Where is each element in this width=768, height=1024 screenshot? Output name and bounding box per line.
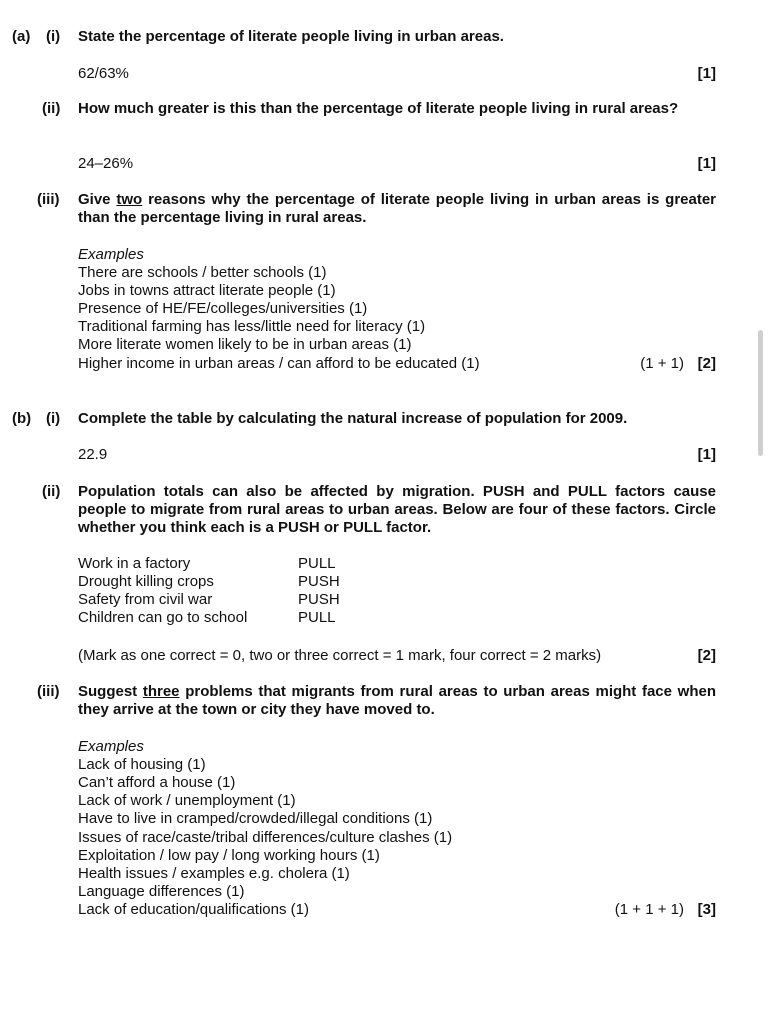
b-iii-example-3: Lack of work / unemployment (1) xyxy=(78,792,296,809)
a-iii-question: Give two reasons why the percentage of literate people living in urban areas is greater than the percentage living in rural areas. xyxy=(78,191,717,226)
b-ii-factor-2-type: PUSH xyxy=(298,573,340,590)
b-ii-factor-3: Safety from civil war xyxy=(78,591,213,608)
b-iii-number: (iii) xyxy=(37,683,60,700)
a-ii-question: How much greater is this than the percentage of literate people living in rural areas? xyxy=(78,100,679,117)
b-ii-question: Population totals can also be affected by migration. PUSH and PULL factors cause people to migrate from rural areas to urban areas. Below are four of these factors. Circle whether you think each is a PUSH or PULL factor. xyxy=(78,483,716,536)
b-iii-example-9: Lack of education/qualifications (1) xyxy=(78,901,309,918)
a-iii-example-5: More literate women likely to be in urban areas (1) xyxy=(78,336,412,353)
b-iii-example-7: Health issues / examples e.g. cholera (1) xyxy=(78,865,350,882)
a-iii-examples-label: Examples xyxy=(78,246,144,263)
b-i-marks: [1] xyxy=(697,446,716,463)
b-iii-example-8: Language differences (1) xyxy=(78,883,245,900)
a-ii-answer: 24–26% xyxy=(78,155,134,172)
b-ii-factor-1: Work in a factory xyxy=(78,555,191,572)
a-i-question: State the percentage of literate people living in urban areas. xyxy=(78,28,504,45)
b-iii-examples-label: Examples xyxy=(78,738,144,755)
a-i-marks: [1] xyxy=(697,65,716,82)
part-a-label: (a) xyxy=(12,28,31,45)
b-ii-factor-3-type: PUSH xyxy=(298,591,340,608)
a-iii-emphasis: two xyxy=(116,191,143,208)
a-iii-number: (iii) xyxy=(37,191,60,208)
a-i-answer: 62/63% xyxy=(78,65,129,82)
b-i-answer: 22.9 xyxy=(78,446,108,463)
b-iii-example-5: Issues of race/caste/tribal differences/culture clashes (1) xyxy=(78,829,453,846)
a-iii-example-2: Jobs in towns attract literate people (1) xyxy=(78,282,336,299)
b-ii-factor-1-type: PULL xyxy=(298,555,336,572)
b-iii-emphasis: three xyxy=(142,683,180,700)
a-iii-allocation: (1 + 1) xyxy=(640,355,684,372)
b-ii-mark-note: (Mark as one correct = 0, two or three correct = 1 mark, four correct = 2 marks) xyxy=(78,647,602,664)
b-ii-marks: [2] xyxy=(697,647,716,664)
b-i-question: Complete the table by calculating the natural increase of population for 2009. xyxy=(78,410,628,427)
b-iii-allocation: (1 + 1 + 1) xyxy=(614,901,684,918)
b-iii-example-2: Can’t afford a house (1) xyxy=(78,774,236,791)
b-iii-example-1: Lack of housing (1) xyxy=(78,756,206,773)
part-b-label: (b) xyxy=(12,410,32,427)
a-ii-marks: [1] xyxy=(697,155,716,172)
a-iii-example-6: Higher income in urban areas / can afford to be educated (1) xyxy=(78,355,480,372)
a-ii-number: (ii) xyxy=(42,100,61,117)
a-iii-marks: [2] xyxy=(697,355,716,372)
b-iii-example-4: Have to live in cramped/crowded/illegal conditions (1) xyxy=(78,810,433,827)
a-iii-example-4: Traditional farming has less/little need for literacy (1) xyxy=(78,318,426,335)
b-iii-marks: [3] xyxy=(697,901,716,918)
b-iii-example-6: Exploitation / low pay / long working hours (1) xyxy=(78,847,380,864)
b-ii-number: (ii) xyxy=(42,483,61,500)
b-ii-factor-2: Drought killing crops xyxy=(78,573,214,590)
scrollbar-thumb[interactable] xyxy=(758,330,763,456)
a-iii-example-3: Presence of HE/FE/colleges/universities (1) xyxy=(78,300,368,317)
b-i-number: (i) xyxy=(46,410,61,427)
b-ii-factor-4-type: PULL xyxy=(298,609,336,626)
b-ii-factor-4: Children can go to school xyxy=(78,609,248,626)
b-iii-question: Suggest three problems that migrants from rural areas to urban areas might face when they arrive at the town or city they have moved to. xyxy=(78,683,716,718)
a-i-number: (i) xyxy=(46,28,61,45)
a-iii-example-1: There are schools / better schools (1) xyxy=(78,264,327,281)
